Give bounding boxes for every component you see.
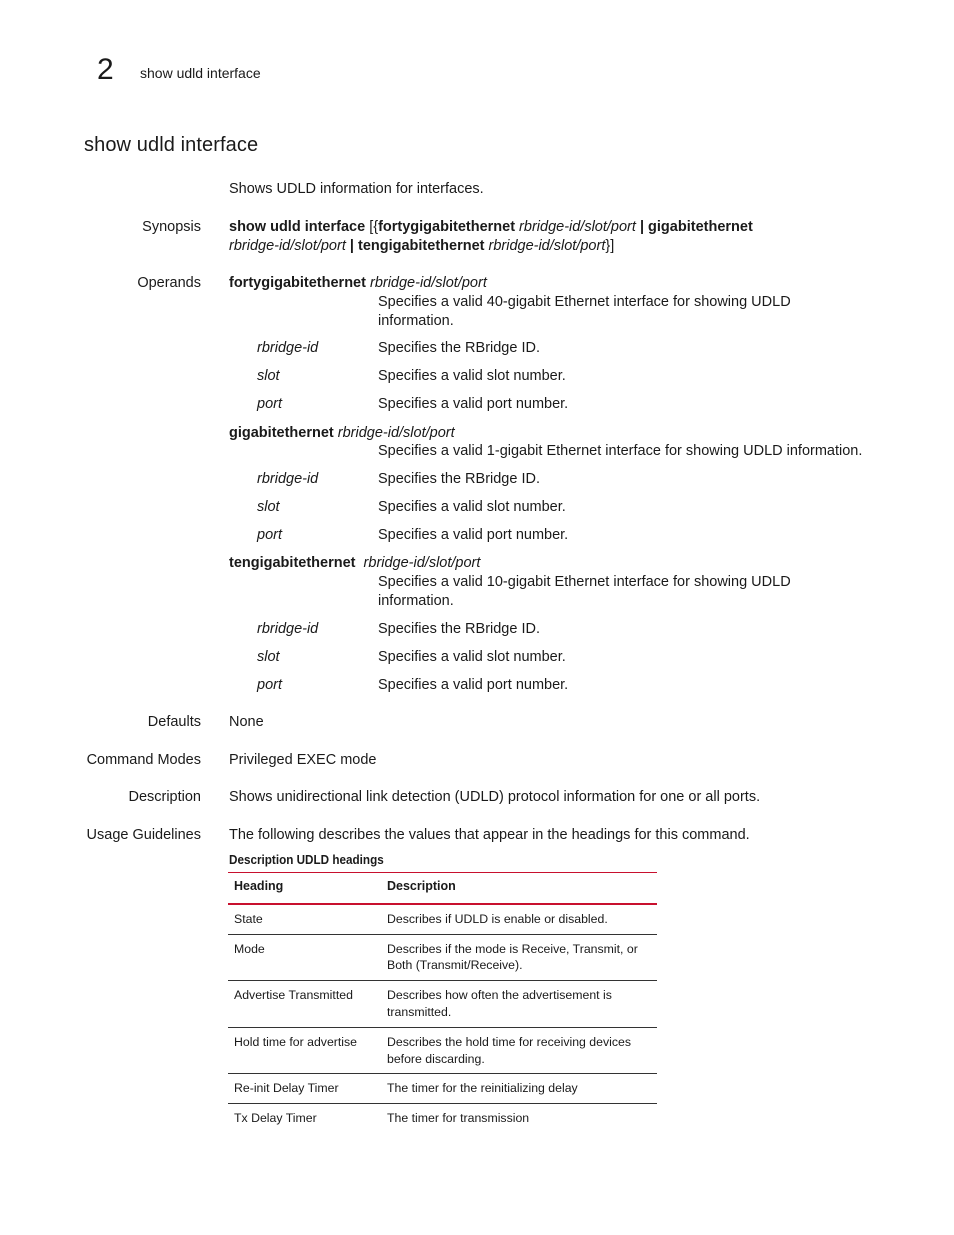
param-description: Specifies a valid slot number. [378,649,566,665]
description-value: Shows unidirectional link detection (UDLD) protocol information for one or all ports. [229,789,761,805]
synopsis-label: Synopsis [142,219,201,235]
param-description: Specifies a valid port number. [378,396,569,412]
table-cell-description: Describes how often the advertisement is transmitted. [381,981,657,1028]
usage-value: The following describes the values that appear in the headings for this command. [229,827,750,843]
synopsis-kw-gig: gigabitethernet [648,219,753,235]
chapter-number: 2 [97,53,114,86]
synopsis-pipe-2: | [349,237,358,254]
param-name: slot [257,368,280,384]
operand-description: Specifies a valid 40-gigabit Ethernet interface for showing UDLD information. [378,294,791,329]
param-description: Specifies the RBridge ID. [378,621,540,637]
synopsis-close: }] [605,237,615,254]
table-cell-heading: Re-init Delay Timer [228,1074,381,1104]
table-row [228,1074,657,1104]
operand-gig [229,424,455,443]
operand-keyword: tengigabitethernet [229,555,356,571]
synopsis-kw-forty: fortygigabitethernet [378,219,516,235]
table-header-heading: Heading [228,873,381,904]
table-cell-description: Describes if UDLD is enable or disabled. [381,904,657,934]
param-name: port [257,396,282,412]
operand-description: Specifies a valid 10-gigabit Ethernet interface for showing UDLD information. [378,574,791,609]
command-modes-value: Privileged EXEC mode [229,752,377,768]
param-description: Specifies a valid port number. [378,527,569,543]
table-caption: Description UDLD headings [229,852,384,867]
command-modes-label: Command Modes [86,752,201,768]
table-cell-description: The timer for transmission [387,1111,530,1126]
table-cell-heading: Tx Delay Timer [234,1111,317,1126]
table-header-description: Description [381,873,657,904]
table-cell-description: The timer for the reinitializing delay [381,1074,657,1104]
param-name: rbridge-id [257,621,319,637]
param-description: Specifies a valid slot number. [378,499,566,515]
running-header: show udld interface [140,65,261,81]
defaults-label: Defaults [147,714,201,730]
table-row [228,1104,657,1133]
table-cell-heading: Advertise Transmitted [228,981,381,1028]
param-name: port [257,527,282,543]
udld-headings-table [228,872,657,1133]
table-row [228,1027,657,1074]
description-label: Description [128,789,201,805]
param-name: slot [257,649,280,665]
synopsis-kw-ten: tengigabitethernet [357,237,485,254]
param-name: slot [257,499,280,515]
operand-description: Specifies a valid 1-gigabit Ethernet interface for showing UDLD information. [378,443,863,459]
param-name: rbridge-id [257,471,319,487]
table-row [228,934,657,981]
synopsis-open: [{ [365,219,379,235]
param-name: port [257,677,282,693]
param-description: Specifies a valid port number. [378,677,569,693]
table-cell-description: Describes the hold time for receiving devices before discarding. [381,1027,657,1074]
page-title: show udld interface [84,134,259,156]
operand-arg: rbridge-id/slot/port [369,275,487,291]
param-description: Specifies the RBridge ID. [378,471,540,487]
table-row [228,904,657,934]
usage-label: Usage Guidelines [86,827,201,843]
table-cell-description: Describes if the mode is Receive, Transmit, or Both (Transmit/Receive). [381,934,657,981]
operand-forty [229,274,487,293]
table-header-row [228,873,657,904]
synopsis-arg-gig: rbridge-id/slot/port [229,237,350,254]
operand-arg: rbridge-id/slot/port [337,425,455,441]
synopsis-command: show udld interface [229,219,366,235]
param-description: Specifies the RBridge ID. [378,340,540,356]
operand-ten [229,554,480,573]
table-cell-heading: Hold time for advertise [228,1027,381,1074]
operands-label: Operands [137,275,201,291]
table-cell-heading: State [228,904,381,934]
operand-keyword: gigabitethernet [229,425,334,441]
synopsis-pipe-1: | [639,219,649,235]
synopsis-arg-forty: rbridge-id/slot/port [515,219,640,235]
synopsis-text [229,218,789,255]
defaults-value: None [229,714,264,730]
table-cell-heading: Mode [228,934,381,981]
param-description: Specifies a valid slot number. [378,368,566,384]
summary-text: Shows UDLD information for interfaces. [229,181,484,197]
operand-keyword: fortygigabitethernet [229,275,366,291]
synopsis-arg-ten: rbridge-id/slot/port [484,237,606,254]
table-row [228,981,657,1028]
operand-arg: rbridge-id/slot/port [363,555,481,571]
param-name: rbridge-id [257,340,319,356]
